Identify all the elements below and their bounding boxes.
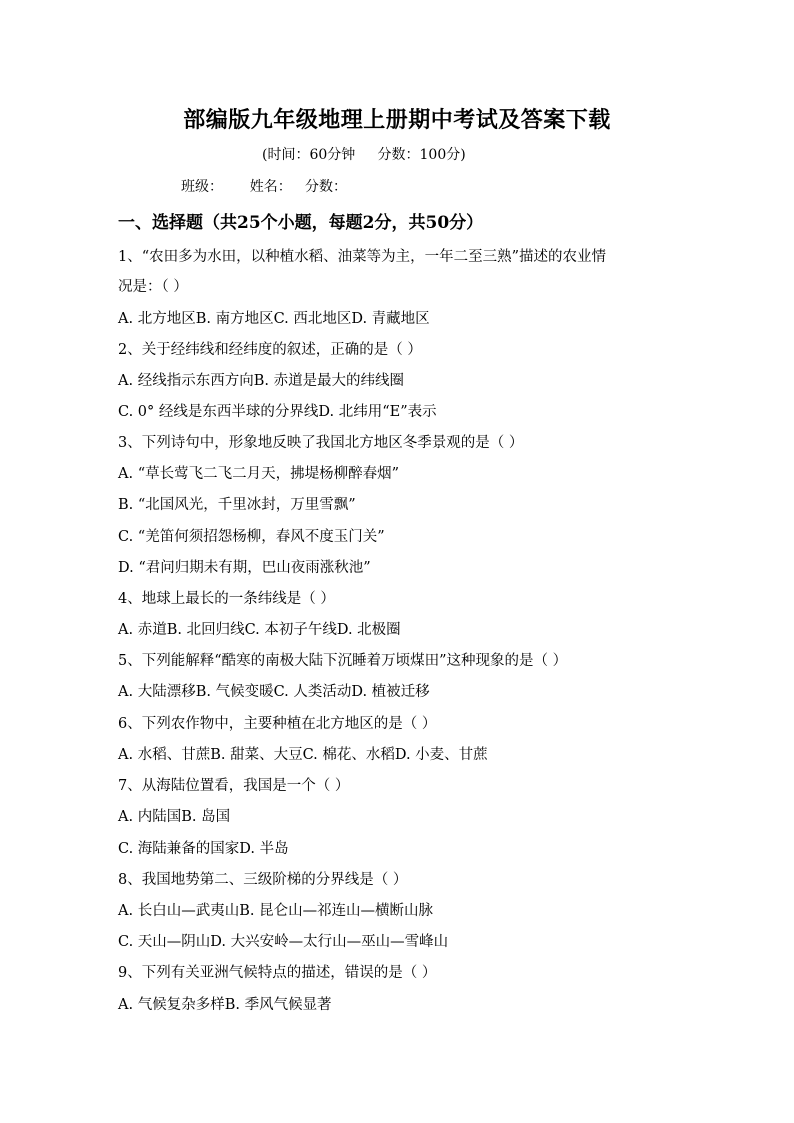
- option-line: A. 经线指示东西方向B. 赤道是最大的纬线圈: [118, 373, 405, 389]
- option-line: C. “羌笛何须招怨杨柳，春风不度玉门关”: [118, 529, 385, 545]
- option-line: A. 大陆漂移B. 气候变暖C. 人类活动D. 植被迁移: [118, 684, 430, 700]
- question-line: 7、从海陆位置看，我国是一个（ ）: [118, 778, 350, 794]
- option-line: A. 水稻、甘蔗B. 甜菜、大豆C. 棉花、水稻D. 小麦、甘蔗: [118, 747, 488, 763]
- option-line: A. 气候复杂多样B. 季风气候显著: [118, 997, 332, 1013]
- option-line: C. 0° 经线是东西半球的分界线D. 北纬用“E”表示: [118, 404, 437, 420]
- option-line: C. 海陆兼备的国家D. 半岛: [118, 841, 289, 857]
- question-line: 况是：（ ）: [118, 279, 188, 295]
- question-line: 6、下列农作物中，主要种植在北方地区的是（ ）: [118, 716, 437, 732]
- exam-time-score: (时间：60分钟 分数：100分): [262, 147, 466, 163]
- question-line: 9、下列有关亚洲气候特点的描述，错误的是（ ）: [118, 965, 437, 981]
- section-heading: 一、选择题（共25个小题，每题2分，共50分）: [118, 213, 484, 233]
- student-info-line: 班级： 姓名： 分数：: [181, 179, 348, 195]
- question-line: 1、“农田多为水田，以种植水稻、油菜等为主，一年二至三熟”描述的农业情: [118, 249, 607, 265]
- question-line: 8、我国地势第二、三级阶梯的分界线是（ ）: [118, 872, 408, 888]
- option-line: A. 赤道B. 北回归线C. 本初子午线D. 北极圈: [118, 622, 401, 638]
- option-line: A. 北方地区B. 南方地区C. 西北地区D. 青藏地区: [118, 311, 430, 327]
- question-line: 5、下列能解释“酷寒的南极大陆下沉睡着万顷煤田”这种现象的是（ ）: [118, 653, 568, 669]
- option-line: D. “君问归期未有期，巴山夜雨涨秋池”: [118, 560, 371, 576]
- option-line: A. “草长莺飞二飞二月天，拂堤杨柳醉春烟”: [118, 466, 400, 482]
- question-line: 2、关于经纬线和经纬度的叙述，正确的是（ ）: [118, 342, 422, 358]
- option-line: C. 天山—阴山D. 大兴安岭—太行山—巫山—雪峰山: [118, 934, 449, 950]
- question-line: 4、地球上最长的一条纬线是（ ）: [118, 591, 335, 607]
- option-line: A. 内陆国B. 岛国: [118, 809, 231, 825]
- exam-title: 部编版九年级地理上册期中考试及答案下载: [183, 107, 611, 133]
- option-line: B. “北国风光，千里冰封，万里雪飘”: [118, 497, 356, 513]
- question-line: 3、下列诗句中，形象地反映了我国北方地区冬季景观的是（ ）: [118, 435, 524, 451]
- option-line: A. 长白山—武夷山B. 昆仑山—祁连山—横断山脉: [118, 903, 434, 919]
